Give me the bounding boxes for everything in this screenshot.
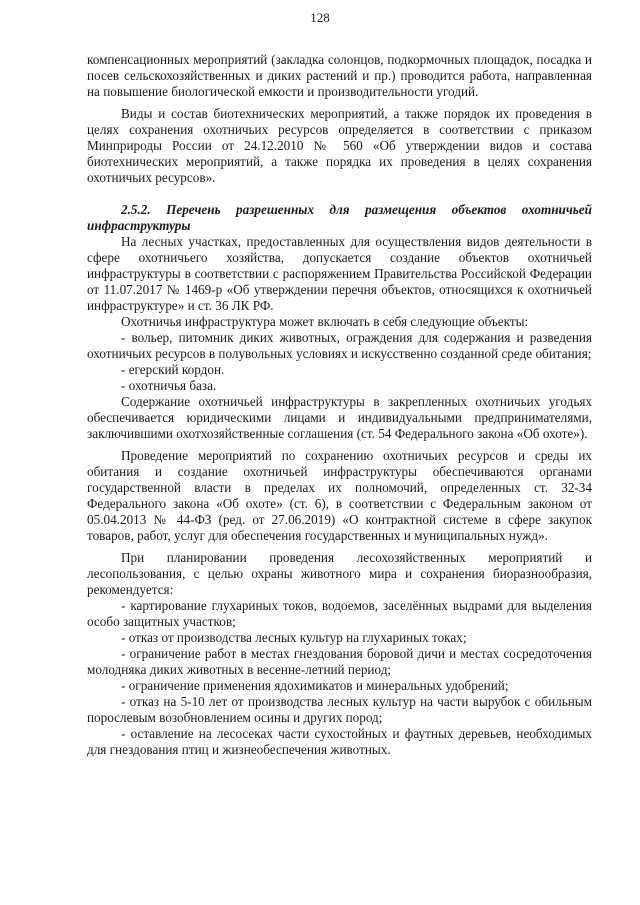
page-content [87, 52, 592, 758]
page-number: 128 [310, 10, 330, 25]
list-item-dead-trees: - оставление на лесосеках части сухостойных и фаутных деревьев, необходимых для гнездования птиц и жизнеобеспечения животных. [87, 726, 592, 757]
list-item-enclosure: - вольер, питомник диких животных, ограждения для содержания и разведения охотничьих ресурсов в полувольных условиях и искусственно созданной среде обитания; [87, 330, 592, 361]
paragraph-forest-plots: На лесных участках, предоставленных для осуществления видов деятельности в сфере охотничьего хозяйства, допускается создание объектов охотничьей инфраструктуры в соответствии с распоряжением Правительства Российской Федерации от 11.07.2017 № 1469-р «Об утверждении перечня объектов, относящихся к охотничьей инфраструктуре» и ст. 36 ЛК РФ. [87, 234, 592, 313]
list-item-work-restriction: - ограничение работ в местах гнездования боровой дичи и местах сосредоточения молодняка диких животных в весенне-летний период; [87, 646, 592, 677]
list-item-mapping: - картирование глухариных токов, водоемов, заселённых выдрами для выделения особо защитных участков; [87, 598, 592, 629]
paragraph-compensation-measures: компенсационных мероприятий (закладка солонцов, подкормочных площадок, посадка и посев сельскохозяйственных и диких растений и пр.) проводится работа, направленная на повышение биологической емкости и производительности угодий. [87, 52, 592, 99]
list-item-hunting-base: - охотничья база. [121, 378, 217, 393]
list-item-ranger-cordon: - егерский кордон. [121, 362, 225, 377]
paragraph-infrastructure-objects: Охотничья инфраструктура может включать в себя следующие объекты: [121, 314, 529, 329]
section-heading-hunting-infrastructure: 2.5.2. Перечень разрешенных для размещения объектов охотничьей инфраструктуры [87, 202, 592, 233]
paragraph-infrastructure-maintenance: Содержание охотничьей инфраструктуры в закрепленных охотничьих угодьях обеспечивается юридическими лицами и индивидуальными предпринимателями, заключившими охотхозяйственные соглашения (ст. 54 Федерального закона «Об охоте»). [87, 394, 592, 441]
paragraph-biotechnical-measures: Виды и состав биотехнических мероприятий, а также порядок их проведения в целях сохранения охотничьих ресурсов определяется в соответствии с приказом Минприроды России от 24.12.2010 № 560 «Об утверждении видов и состава биотехнических мероприятий, а также порядка их проведения в целях сохранения охотничьих ресурсов». [87, 106, 592, 185]
paragraph-recommendations: При планировании проведения лесохозяйственных мероприятий и лесопользования, с целью охраны животного мира и сохранения биоразнообразия, рекомендуется: [87, 550, 592, 597]
list-item-chemicals-restriction: - ограничение применения ядохимикатов и минеральных удобрений; [121, 678, 509, 693]
list-item-refusal-5-10-years: - отказ на 5-10 лет от производства лесных культур на части вырубок с обильным порослевым возобновлением осины и других пород; [87, 694, 592, 725]
list-item-no-forest-crops: - отказ от производства лесных культур на глухариных токах; [121, 630, 467, 645]
paragraph-state-measures: Проведение мероприятий по сохранению охотничьих ресурсов и среды их обитания и создание охотничьей инфраструктуры обеспечиваются органами государственной власти в пределах их полномочий, определенных ст. 32-34 Федерального закона «Об охоте» (ст. 6), в соответствии с Федеральным законом от 05.04.2013 № 44-ФЗ (ред. от 27.06.2019) «О контрактной системе в сфере закупок товаров, работ, услуг для обеспечения государственных и муниципальных нужд». [87, 448, 592, 543]
